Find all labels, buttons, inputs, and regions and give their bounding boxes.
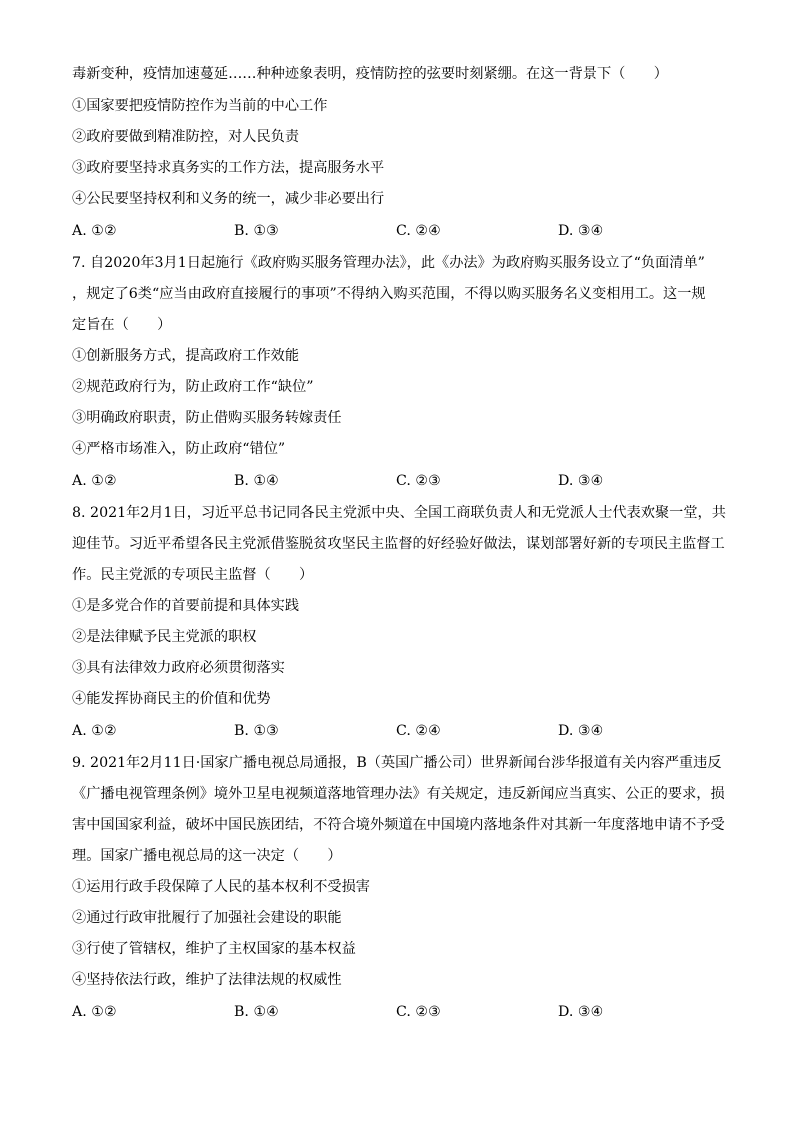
q7-option-a: A. ①② — [72, 473, 117, 489]
q9-stem-line-3: 害中国国家利益，破坏中国民族团结，不符合境外频道在中国境内落地条件对其新一年度落地申请不予受 — [72, 817, 725, 833]
q6-item-1: ①国家要把疫情防控作为当前的中心工作 — [72, 98, 328, 114]
q9-option-b: B. ①④ — [234, 1004, 279, 1020]
q9-item-2: ②通过行政审批履行了加强社会建设的职能 — [72, 910, 342, 926]
q8-item-4: ④能发挥协商民主的价值和优势 — [72, 691, 271, 707]
q9-stem-line-2: 《广播电视管理条例》境外卫星电视频道落地管理办法》有关规定，违反新闻应当真实、公正的要求，损 — [72, 786, 725, 802]
q7-stem-line-3: 定旨在（ ） — [72, 317, 172, 333]
q7-option-d: D. ③④ — [558, 473, 604, 489]
q7-option-c: C. ②③ — [396, 473, 441, 489]
q6-option-d: D. ③④ — [558, 223, 604, 239]
q6-item-2: ②政府要做到精准防控，对人民负责 — [72, 129, 300, 145]
q9-stem-line-1: 9. 2021年2月11日·国家广播电视总局通报，B（英国广播公司）世界新闻台涉华报道有关内容严重违反 — [72, 755, 722, 771]
q8-item-3: ③具有法律效力政府必须贯彻落实 — [72, 660, 285, 676]
q8-item-1: ①是多党合作的首要前提和具体实践 — [72, 598, 300, 614]
q8-option-d: D. ③④ — [558, 723, 604, 739]
q9-options — [72, 1002, 732, 1022]
q8-stem-line-1: 8. 2021年2月1日，习近平总书记同各民主党派中央、全国工商联负责人和无党派人士代表欢聚一堂，共 — [72, 505, 726, 521]
q9-item-1: ①运用行政手段保障了人民的基本权利不受损害 — [72, 879, 370, 895]
q9-option-a: A. ①② — [72, 1004, 117, 1020]
q7-item-4: ④严格市场准入，防止政府“错位” — [72, 441, 286, 457]
q9-stem-line-4: 理。国家广播电视总局的这一决定（ ） — [72, 848, 342, 864]
q7-item-2: ②规范政府行为，防止政府工作“缺位” — [72, 379, 314, 395]
q8-option-a: A. ①② — [72, 723, 117, 739]
q9-option-d: D. ③④ — [558, 1004, 604, 1020]
q7-options — [72, 471, 732, 491]
q7-item-1: ①创新服务方式，提高政府工作效能 — [72, 348, 300, 364]
q8-item-2: ②是法律赋予民主党派的职权 — [72, 629, 257, 645]
q9-item-4: ④坚持依法行政，维护了法律法规的权威性 — [72, 972, 342, 988]
q7-stem-line-2: ，规定了6类“应当由政府直接履行的事项”不得纳入购买范围，不得以购买服务名义变相用工。这一规 — [72, 286, 706, 302]
q8-option-b: B. ①③ — [234, 723, 279, 739]
q8-stem-line-2: 迎佳节。习近平希望各民主党派借鉴脱贫攻坚民主监督的好经验好做法，谋划部署好新的专项民主监督工 — [72, 536, 725, 552]
q9-item-3: ③行使了管辖权，维护了主权国家的基本权益 — [72, 941, 356, 957]
q6-option-c: C. ②④ — [396, 223, 441, 239]
q8-options — [72, 721, 732, 741]
q7-stem-line-1: 7. 自2020年3月1日起施行《政府购买服务管理办法》，此《办法》为政府购买服务设立了“负面清单” — [72, 255, 705, 271]
q8-option-c: C. ②④ — [396, 723, 441, 739]
q9-option-c: C. ②③ — [396, 1004, 441, 1020]
q6-stem-line: 毒新变种，疫情加速蔓延……种种迹象表明，疫情防控的弦要时刻紧绷。在这一背景下（ ） — [72, 66, 668, 82]
q7-option-b: B. ①④ — [234, 473, 279, 489]
q6-option-a: A. ①② — [72, 223, 117, 239]
q6-options — [72, 221, 732, 241]
q6-item-4: ④公民要坚持权利和义务的统一，减少非必要出行 — [72, 191, 385, 207]
q7-item-3: ③明确政府职责，防止借购买服务转嫁责任 — [72, 410, 342, 426]
q6-item-3: ③政府要坚持求真务实的工作方法，提高服务水平 — [72, 160, 385, 176]
q6-option-b: B. ①③ — [234, 223, 279, 239]
q8-stem-line-3: 作。民主党派的专项民主监督（ ） — [72, 567, 314, 583]
